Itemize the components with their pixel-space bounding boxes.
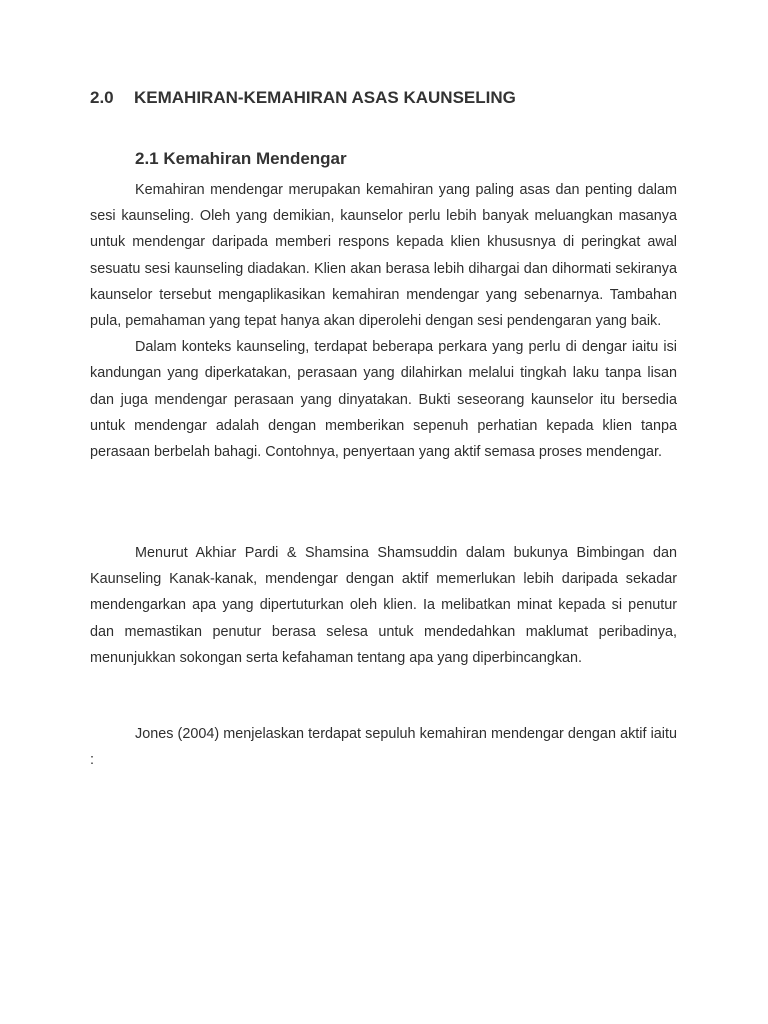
section-number: 2.0 <box>90 88 114 107</box>
paragraph: Jones (2004) menjelaskan terdapat sepuluh kemahiran mendengar dengan aktif iaitu : <box>90 726 677 769</box>
paragraph-block <box>90 177 677 465</box>
paragraph: Menurut Akhiar Pardi & Shamsina Shamsuddin dalam bukunya Bimbingan dan Kaunseling Kanak-kanak, mendengar dengan aktif memerlukan lebih daripada sekadar mendengarkan apa yang dipertuturkan oleh klien. Ia melibatkan minat kepada si penutur dan memastikan penutur berasa selesa untuk mendedahkan maklumat peribadinya, menunjukkan sokongan serta kefahaman tentang apa yang diperbincangkan. <box>90 545 677 666</box>
paragraph-block <box>90 721 677 773</box>
paragraph-block <box>90 540 677 671</box>
paragraph: Dalam konteks kaunseling, terdapat beberapa perkara yang perlu di dengar iaitu isi kandungan yang diperkatakan, perasaan yang dilahirkan melalui tingkah laku tanpa lisan dan juga mendengar perasaan yang dinyatakan. Bukti seseorang kaunselor itu bersedia untuk mendengar adalah dengan memberikan sepenuh perhatian kepada klien tanpa perasaan berbelah bahagi. Contohnya, penyertaan yang aktif semasa proses mendengar. <box>90 339 677 461</box>
subsection-heading: 2.1 Kemahiran Mendengar <box>135 149 347 168</box>
paragraph: Kemahiran mendengar merupakan kemahiran yang paling asas dan penting dalam sesi kaunseling. Oleh yang demikian, kaunselor perlu lebih banyak meluangkan masanya untuk mendengar daripada memberi respons kepada klien khususnya di peringkat awal sesuatu sesi kaunseling diadakan. Klien akan berasa lebih dihargai dan dihormati sekiranya kaunselor tersebut mengaplikasikan kemahiran mendengar yang sebenarnya. Tambahan pula, pemahaman yang tepat hanya akan diperolehi dengan sesi pendengaran yang baik. <box>90 182 677 330</box>
section-heading <box>90 88 516 108</box>
section-title: KEMAHIRAN-KEMAHIRAN ASAS KAUNSELING <box>134 88 516 107</box>
